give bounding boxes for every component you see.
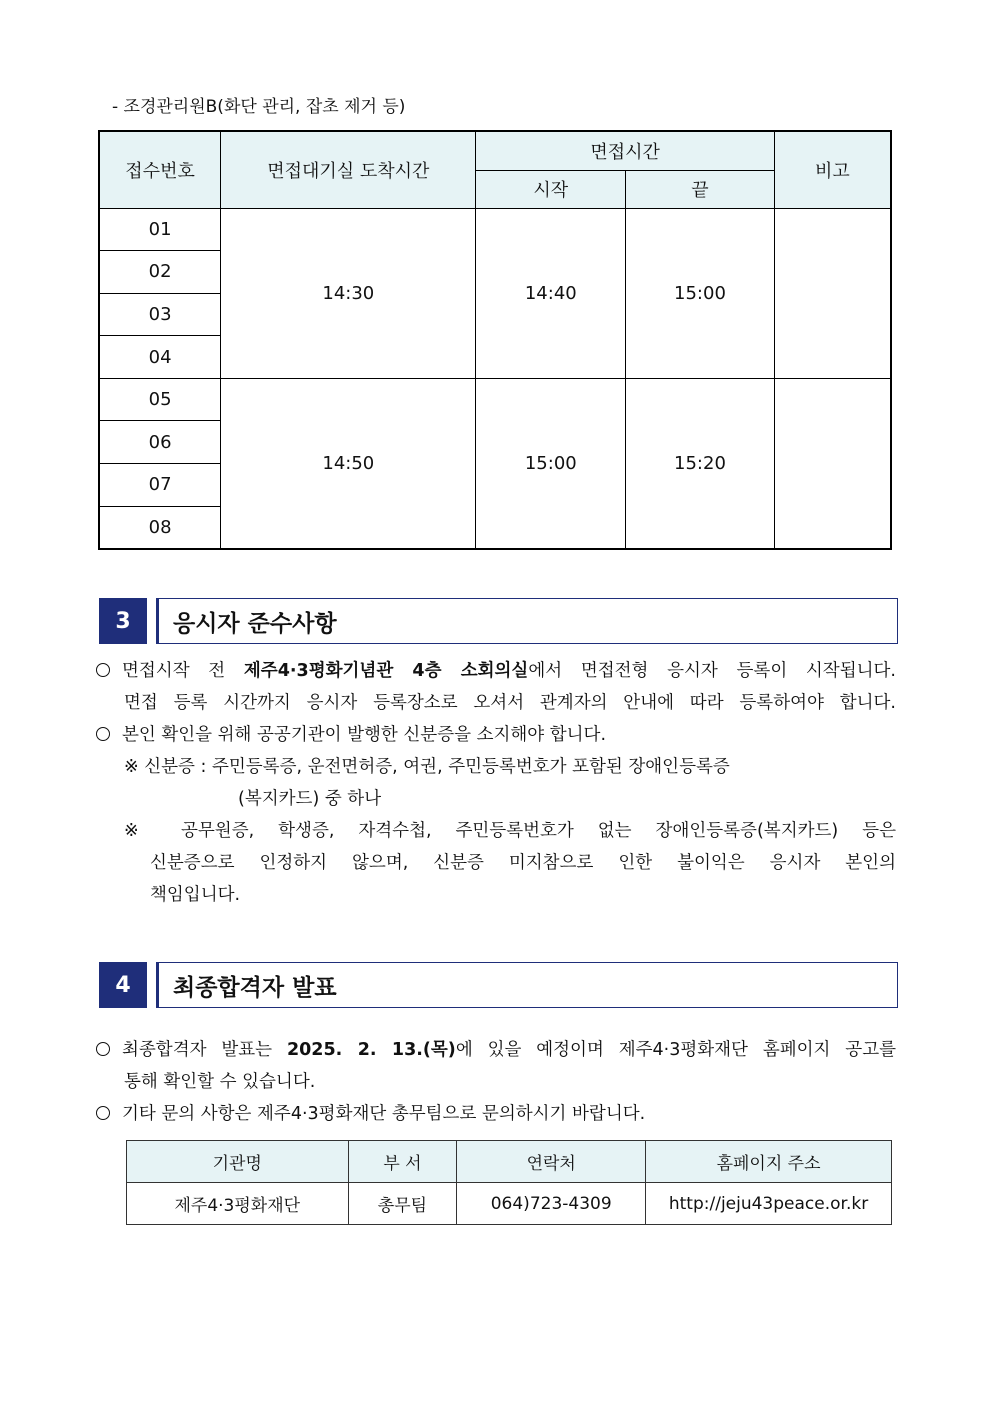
section-4-body bbox=[96, 1034, 896, 1130]
table-row bbox=[127, 1183, 892, 1225]
arrival-cell: 14:30 bbox=[221, 208, 476, 378]
location-text: 제주4·3평화기념관 4층 소회의실 bbox=[243, 661, 529, 681]
paragraph-line bbox=[96, 1098, 896, 1130]
text: 에 있을 예정이며 제주4·3평화재단 홈페이지 공고를 bbox=[455, 1040, 897, 1060]
section-number-badge: 4 bbox=[99, 962, 147, 1008]
num-cell: 05 bbox=[99, 378, 221, 421]
contact-dept: 총무팀 bbox=[348, 1183, 457, 1225]
contact-phone: 064)723-4309 bbox=[457, 1183, 646, 1225]
text: 면접시작 전 bbox=[122, 661, 244, 681]
circle-bullet-icon bbox=[96, 663, 110, 677]
end-cell: 15:20 bbox=[626, 378, 775, 548]
section-title: 응시자 준수사항 bbox=[156, 598, 898, 644]
table-row bbox=[99, 378, 891, 421]
text: 본인 확인을 위해 공공기관이 발행한 신분증을 소지해야 합니다. bbox=[122, 725, 607, 745]
interview-schedule-table bbox=[98, 130, 892, 550]
num-cell: 01 bbox=[99, 208, 221, 251]
contact-table bbox=[126, 1140, 892, 1225]
header-start: 시작 bbox=[476, 170, 626, 208]
header-end: 끝 bbox=[626, 170, 775, 208]
arrival-cell: 14:50 bbox=[221, 378, 476, 548]
note-line: ※ 신분증 : 주민등록증, 운전면허증, 여권, 주민등록번호가 포함된 장애인등록증 bbox=[124, 757, 730, 777]
paragraph-line: 통해 확인할 수 있습니다. bbox=[124, 1072, 316, 1092]
note-line: ※ 공무원증, 학생증, 자격수첩, 주민등록번호가 없는 장애인등록증(복지카드) 등은 bbox=[124, 821, 896, 841]
start-cell: 15:00 bbox=[476, 378, 626, 548]
section-title: 최종합격자 발표 bbox=[156, 962, 898, 1008]
num-cell: 04 bbox=[99, 336, 221, 379]
text: 최종합격자 발표는 bbox=[122, 1040, 287, 1060]
num-cell: 08 bbox=[99, 506, 221, 549]
num-cell: 03 bbox=[99, 293, 221, 336]
announcement-date: 2025. 2. 13.(목) bbox=[286, 1040, 456, 1060]
header-arrival: 면접대기실 도착시간 bbox=[221, 131, 476, 208]
header-note: 비고 bbox=[774, 131, 891, 208]
contact-homepage-link[interactable]: http://jeju43peace.or.kr bbox=[646, 1183, 892, 1225]
note-line: 신분증으로 인정하지 않으며, 신분증 미지참으로 인한 불이익은 응시자 본인의 bbox=[150, 853, 896, 873]
subtitle: - 조경관리원B(화단 관리, 잡초 제거 등) bbox=[112, 97, 406, 117]
table-row bbox=[99, 208, 891, 251]
note-cell bbox=[774, 208, 891, 378]
note-line: (복지카드) 중 하나 bbox=[238, 789, 382, 809]
text: 기타 문의 사항은 제주4·3평화재단 총무팀으로 문의하시기 바랍니다. bbox=[122, 1104, 646, 1124]
circle-bullet-icon bbox=[96, 1106, 110, 1120]
contact-header-dept: 부 서 bbox=[348, 1141, 457, 1183]
paragraph-line bbox=[96, 1034, 896, 1066]
contact-org: 제주4·3평화재단 bbox=[127, 1183, 349, 1225]
note-line: 책임입니다. bbox=[150, 885, 241, 905]
contact-header-org: 기관명 bbox=[127, 1141, 349, 1183]
paragraph-line: 면접 등록 시간까지 응시자 등록장소로 오셔서 관계자의 안내에 따라 등록하여야 합니다. bbox=[124, 693, 896, 713]
num-cell: 07 bbox=[99, 464, 221, 507]
header-interview-time: 면접시간 bbox=[476, 131, 774, 170]
num-cell: 02 bbox=[99, 251, 221, 294]
section-3-body bbox=[96, 655, 896, 911]
section-number-badge: 3 bbox=[99, 598, 147, 644]
start-cell: 14:40 bbox=[476, 208, 626, 378]
paragraph-line bbox=[96, 655, 896, 687]
section-4-header bbox=[99, 962, 898, 1008]
note-cell bbox=[774, 378, 891, 548]
paragraph-line bbox=[96, 719, 896, 751]
num-cell: 06 bbox=[99, 421, 221, 464]
contact-header-homepage: 홈페이지 주소 bbox=[646, 1141, 892, 1183]
circle-bullet-icon bbox=[96, 1042, 110, 1056]
circle-bullet-icon bbox=[96, 727, 110, 741]
text: 에서 면접전형 응시자 등록이 시작됩니다. bbox=[528, 661, 896, 681]
header-num: 접수번호 bbox=[99, 131, 221, 208]
contact-header-phone: 연락처 bbox=[457, 1141, 646, 1183]
end-cell: 15:00 bbox=[626, 208, 775, 378]
section-3-header bbox=[99, 598, 898, 644]
